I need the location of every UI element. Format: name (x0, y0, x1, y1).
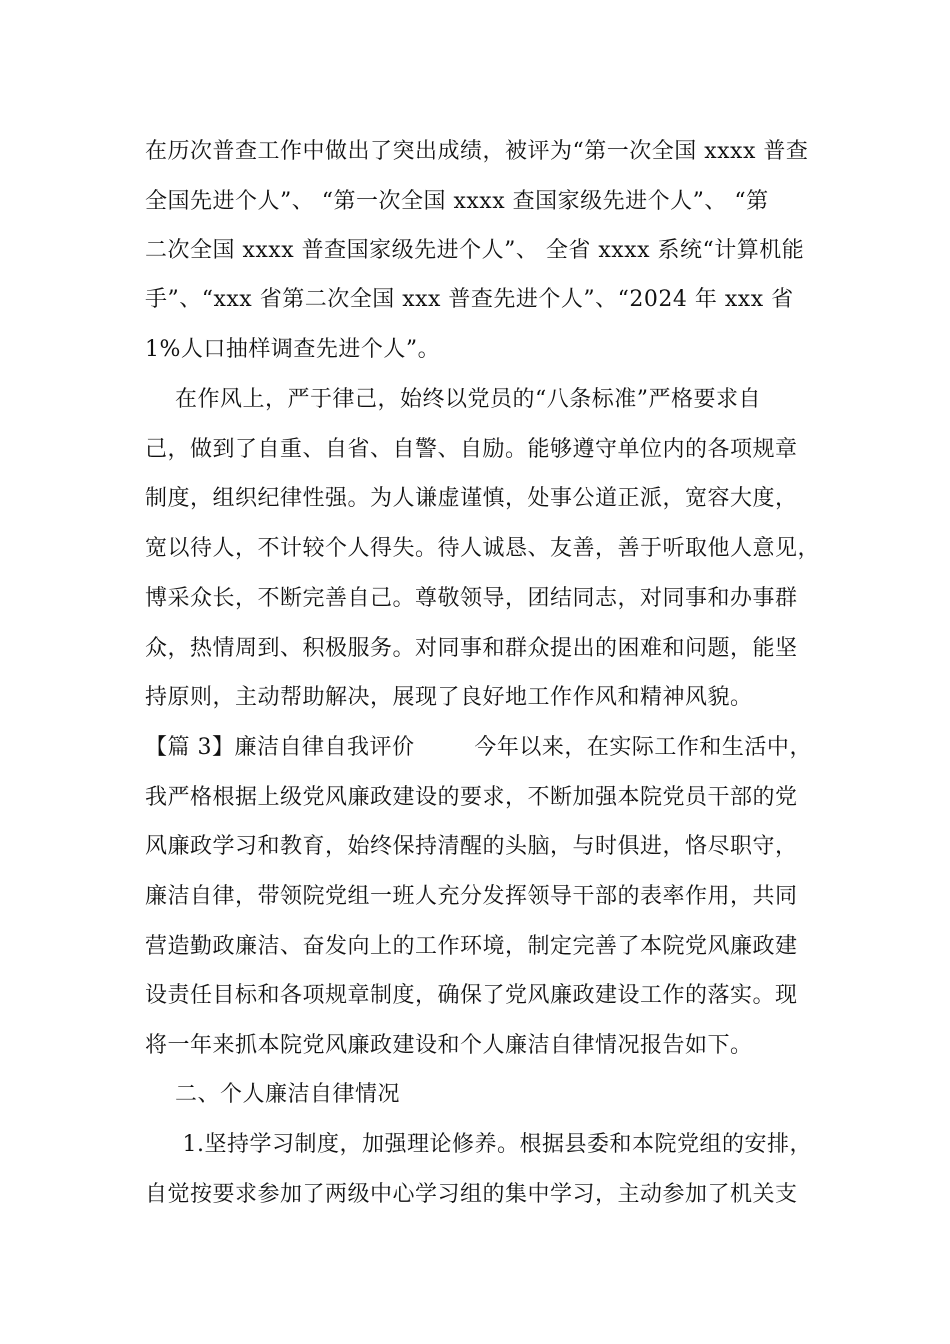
text-line: 将一年来抓本院党风廉政建设和个人廉洁自律情况报告如下。 (145, 1033, 753, 1058)
text-line: 自觉按要求参加了两级中心学习组的集中学习，主动参加了机关支 (145, 1182, 798, 1207)
text-line: 廉洁自律，带领院党组一班人充分发挥领导干部的表率作用，共同 (145, 884, 798, 909)
text-line: 营造勤政廉洁、奋发向上的工作环境，制定完善了本院党风廉政建 (145, 934, 798, 959)
subheading: 二、个人廉洁自律情况 (145, 1082, 400, 1107)
text-line: 宽以待人，不计较个人得失。待人诚恳、友善，善于听取他人意见， (145, 536, 821, 561)
text-line: 在历次普查工作中做出了突出成绩，被评为“第一次全国 xxxx 普查 (145, 139, 809, 164)
text-line: 博采众长，不断完善自己。尊敬领导，团结同志，对同事和办事群 (145, 586, 798, 611)
paragraph-start: 在作风上，严于律己，始终以党员的“八条标准”严格要求自 (145, 387, 761, 412)
text-line: 制度，组织纪律性强。为人谦虚谨慎，处事公道正派，宽容大度， (145, 486, 798, 511)
text-line: 1%人口抽样调查先进个人”。 (145, 337, 441, 362)
text-line: 设责任目标和各项规章制度，确保了党风廉政建设工作的落实。现 (145, 983, 798, 1008)
text-line: 风廉政学习和教育，始终保持清醒的头脑，与时俱进，恪尽职守， (145, 834, 798, 859)
paragraph-start: 1.坚持学习制度，加强理论修养。根据县委和本院党组的安排， (145, 1132, 812, 1157)
text-line: 手”、“xxx 省第二次全国 xxx 普查先进个人”、“2024 年 xxx 省 (145, 287, 794, 312)
text-line: 二次全国 xxxx 普查国家级先进个人”、 全省 xxxx 系统“计算机能 (145, 238, 805, 263)
text-line: 众，热情周到、积极服务。对同事和群众提出的困难和问题，能坚 (145, 636, 798, 661)
text-line: 持原则，主动帮助解决，展现了良好地工作作风和精神风貌。 (145, 685, 753, 710)
text-line: 己，做到了自重、自省、自警、自励。能够遵守单位内的各项规章 (145, 437, 798, 462)
text-line: 全国先进个人”、 “第一次全国 xxxx 查国家级先进个人”、 “第 (145, 189, 769, 214)
text-line: 我严格根据上级党风廉政建设的要求，不断加强本院党员干部的党 (145, 785, 798, 810)
section-heading-line: 【篇 3】廉洁自律自我评价 今年以来，在实际工作和生活中， (145, 735, 812, 760)
